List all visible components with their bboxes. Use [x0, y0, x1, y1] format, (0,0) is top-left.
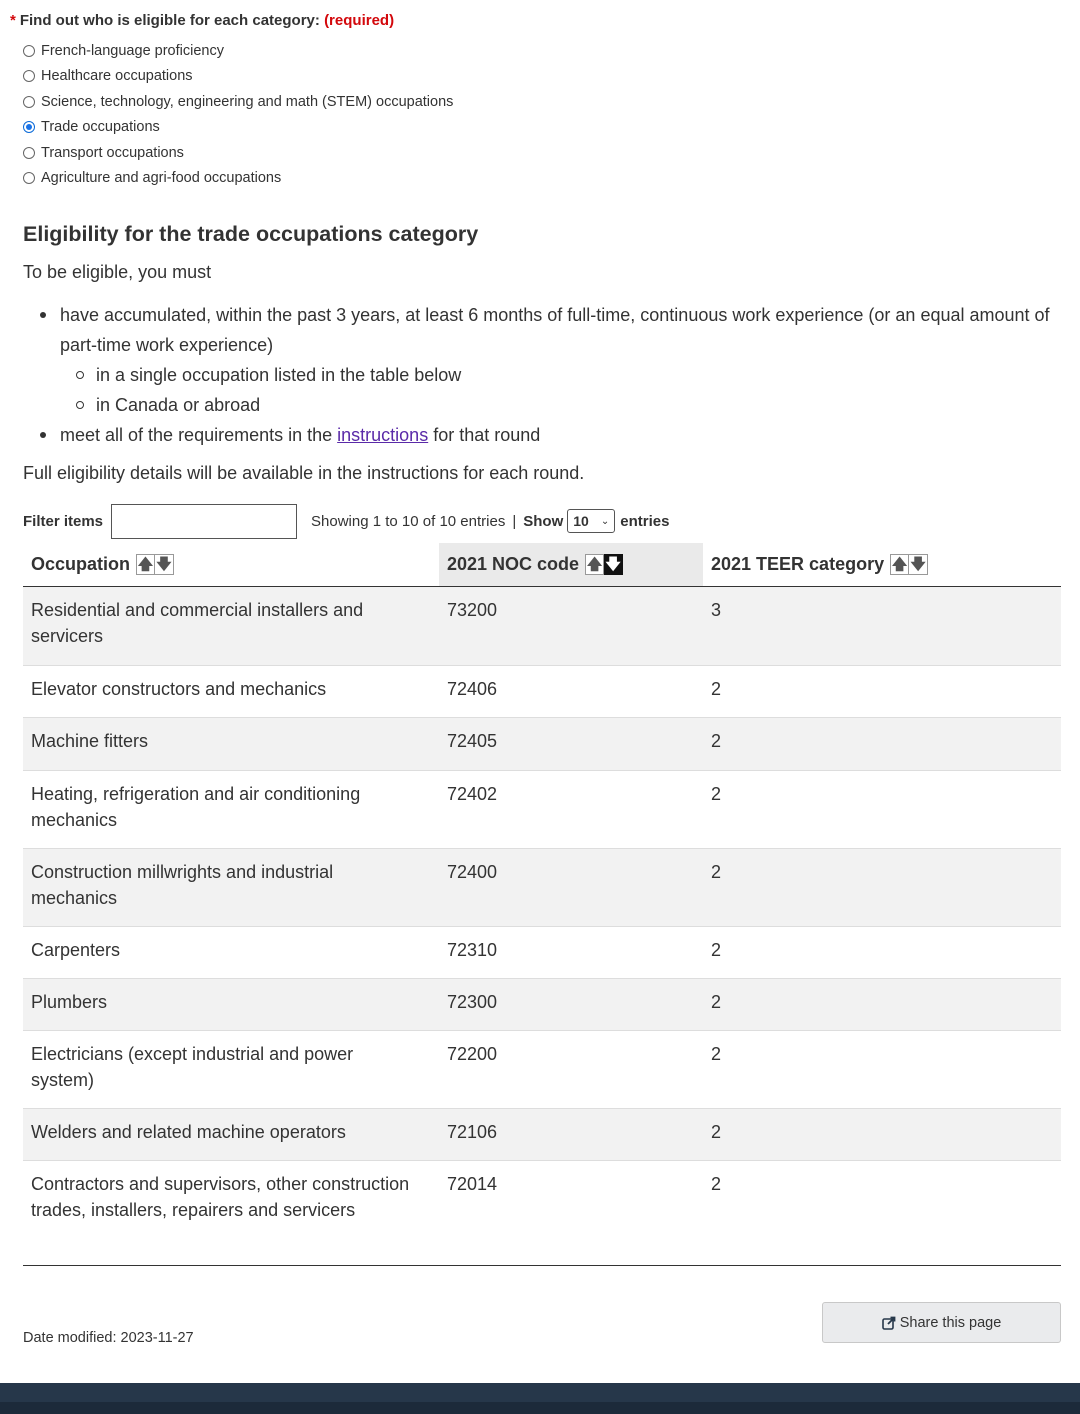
cell-teer: 2 [711, 731, 722, 751]
table-row [23, 1109, 1061, 1161]
question-text: Find out who is eligible for each category: [19, 12, 320, 29]
entries-label: entries [620, 512, 670, 530]
table-row [23, 1031, 1061, 1109]
sort-ascending-icon[interactable]: 🡅 [586, 556, 603, 573]
entries-select[interactable]: 10 ⌄ [567, 509, 615, 533]
required-marker: (required) [324, 12, 395, 29]
sort-controls [890, 554, 928, 575]
table-row [23, 1161, 1061, 1266]
table-row [23, 587, 1061, 666]
list-item: meet all of the requirements in the instructions for that round [23, 420, 1053, 450]
sub-list-item: in Canada or abroad [23, 390, 1053, 420]
list-item: have accumulated, within the past 3 years, at least 6 months of full-time, continuous work experience (or an equal amount of part-time work experience) [23, 300, 1053, 360]
cell-teer: 2 [711, 992, 722, 1012]
cell-noc-code: 72200 [447, 1044, 498, 1064]
radio-option-agriculture[interactable]: Agriculture and agri-food occupations [23, 166, 453, 192]
cell-occupation: Welders and related machine operators [31, 1122, 346, 1142]
cell-teer: 2 [711, 1122, 722, 1142]
table-row [23, 979, 1061, 1031]
eligibility-list [23, 300, 1053, 450]
cell-teer: 2 [711, 784, 722, 804]
cell-teer: 3 [711, 600, 722, 620]
share-square-icon [882, 1316, 896, 1330]
cell-occupation: Contractors and supervisors, other construction trades, installers, repairers and servicers [31, 1174, 410, 1220]
table-row [23, 718, 1061, 771]
share-label: Share this page [899, 1314, 1002, 1331]
cell-occupation: Electricians (except industrial and power system) [31, 1044, 354, 1090]
sort-descending-icon[interactable]: 🡇 [155, 554, 174, 575]
sort-controls [585, 554, 623, 575]
sort-descending-icon[interactable]: 🡇 [604, 554, 623, 575]
full-details-text: Full eligibility details will be available in the instructions for each round. [23, 463, 585, 483]
cell-noc-code: 72402 [447, 784, 498, 804]
occupations-table [23, 543, 1061, 1266]
cell-teer: 2 [711, 940, 722, 960]
required-star: * [10, 12, 16, 29]
cell-occupation: Construction millwrights and industrial mechanics [31, 862, 334, 908]
radio-option-french[interactable]: French-language proficiency [23, 38, 453, 64]
cell-occupation: Residential and commercial installers and servicers [31, 600, 364, 646]
cell-occupation: Elevator constructors and mechanics [31, 679, 327, 699]
cell-teer: 2 [711, 679, 722, 699]
filter-input[interactable] [111, 504, 297, 539]
category-radio-group [23, 38, 453, 191]
radio-button[interactable] [23, 96, 35, 108]
radio-button[interactable] [23, 172, 35, 184]
sort-ascending-icon[interactable]: 🡅 [891, 556, 908, 573]
radio-button-checked[interactable] [23, 121, 35, 133]
sort-descending-icon[interactable]: 🡇 [909, 554, 928, 575]
site-footer-bar [0, 1383, 1080, 1414]
sort-ascending-icon[interactable]: 🡅 [137, 556, 154, 573]
sub-list-item: in a single occupation listed in the table below [23, 360, 1053, 390]
cell-noc-code: 72014 [447, 1174, 498, 1194]
radio-option-healthcare[interactable]: Healthcare occupations [23, 64, 453, 90]
table-row [23, 771, 1061, 849]
table-controls [23, 503, 669, 539]
cell-noc-code: 72406 [447, 679, 498, 699]
sort-controls [136, 554, 174, 575]
cell-noc-code: 72400 [447, 862, 498, 882]
column-header-noc-code: 2021 NOC code 🡅 🡇 [439, 543, 703, 586]
section-heading: Eligibility for the trade occupations category [23, 222, 479, 246]
cell-occupation: Machine fitters [31, 731, 149, 751]
radio-option-trade[interactable]: Trade occupations [23, 115, 453, 141]
category-question-label [10, 12, 394, 29]
cell-teer: 2 [711, 1174, 722, 1194]
table-row [23, 666, 1061, 718]
filter-label: Filter items [23, 512, 104, 530]
intro-text: To be eligible, you must [23, 262, 212, 282]
cell-noc-code: 72106 [447, 1122, 498, 1142]
cell-teer: 2 [711, 862, 722, 882]
cell-occupation: Carpenters [31, 940, 121, 960]
share-button[interactable] [822, 1302, 1061, 1343]
date-modified: Date modified: 2023-11-27 [23, 1330, 194, 1346]
radio-option-stem[interactable]: Science, technology, engineering and math (STEM) occupations [23, 89, 453, 115]
cell-noc-code: 72405 [447, 731, 498, 751]
cell-occupation: Plumbers [31, 992, 108, 1012]
table-row [23, 927, 1061, 979]
column-header-teer-category: 2021 TEER category 🡅 🡇 [703, 543, 1061, 586]
table-info: Showing 1 to 10 of 10 entries [311, 512, 506, 530]
radio-button[interactable] [23, 45, 35, 57]
cell-teer: 2 [711, 1044, 722, 1064]
radio-button[interactable] [23, 147, 35, 159]
radio-option-transport[interactable]: Transport occupations [23, 140, 453, 166]
show-label: Show [523, 512, 564, 530]
cell-occupation: Heating, refrigeration and air conditioning mechanics [31, 784, 361, 830]
instructions-link[interactable]: instructions [337, 425, 429, 445]
separator: | [512, 512, 517, 530]
chevron-down-icon: ⌄ [600, 515, 610, 527]
radio-button[interactable] [23, 70, 35, 82]
cell-noc-code: 72300 [447, 992, 498, 1012]
table-header-row [23, 543, 1061, 587]
column-header-occupation: Occupation 🡅 🡇 [23, 543, 439, 586]
cell-noc-code: 72310 [447, 940, 498, 960]
table-row [23, 849, 1061, 927]
cell-noc-code: 73200 [447, 600, 498, 620]
